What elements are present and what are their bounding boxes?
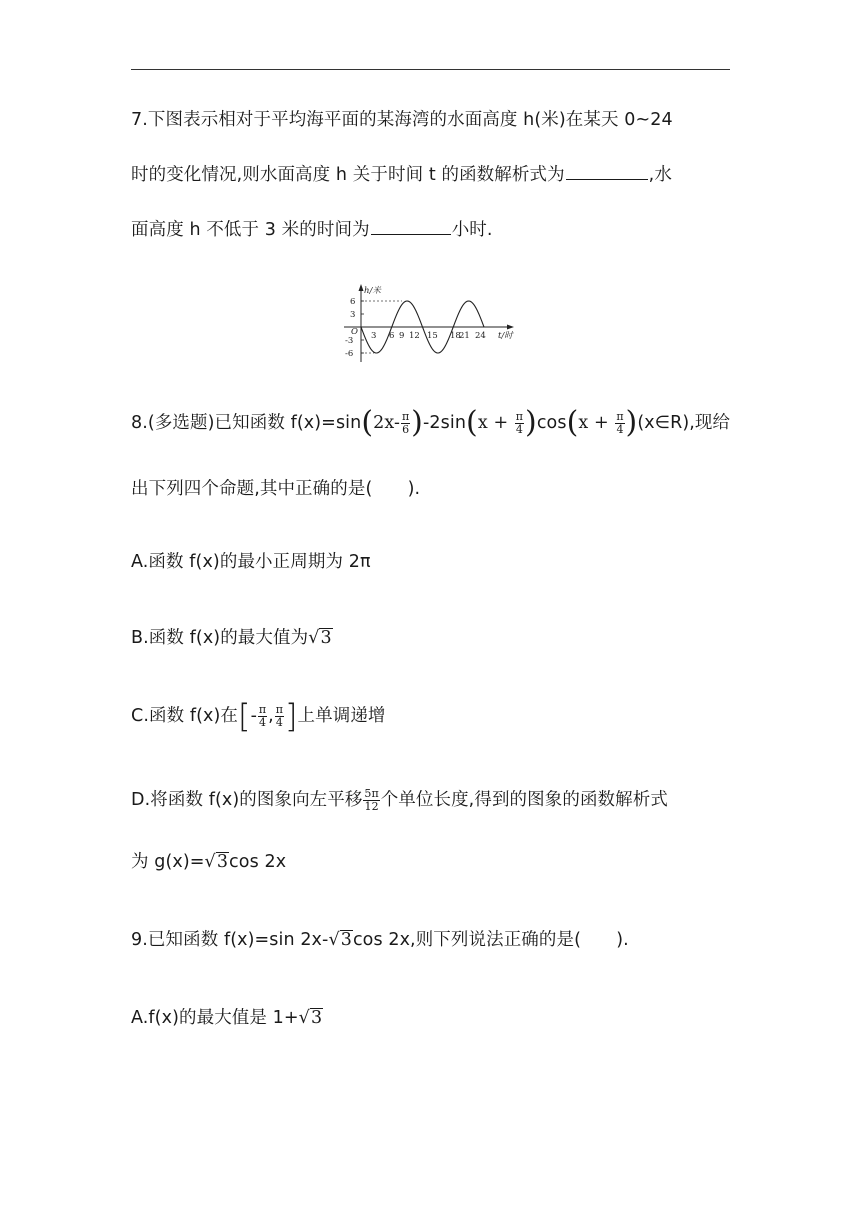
header-rule: [131, 69, 730, 70]
frac-pi-4-a: $\frac{\pi}{4}$: [515, 409, 524, 436]
x-tick-18: 18: [450, 331, 461, 341]
water-height-graph: [340, 282, 520, 364]
sqrt-3: √ 3: [328, 929, 352, 950]
sqrt-3: √ 3: [298, 1007, 323, 1028]
q8-line-1: 8.(多选题)已知函数 f(x)=sin(2x- $\frac{\pi}{6}$ )-2sin(x + $\frac{\pi}{4}$ )cos(x + $\frac{\pi}{4}$ )(x∈R),现给: [131, 405, 731, 440]
q8-line-2: 出下列四个命题,其中正确的是( ).: [131, 479, 421, 499]
frac-neg-pi-4: $\frac{\pi}{4}$: [258, 702, 267, 729]
x-tick-12: 12: [409, 331, 420, 341]
answer-blank-1[interactable]: [566, 178, 648, 180]
q9-line-1: 9.已知函数 f(x)=sin 2x- √ 3 cos 2x,则下列说法正确的是( ).: [131, 929, 629, 950]
q7-line-1: 7.下图表示相对于平均海平面的某海湾的水面高度 h(米)在某天 0~24: [131, 110, 673, 130]
q7-line-3: 面高度 h 不低于 3 米的时间为 小时.: [131, 220, 493, 240]
y-tick-neg3: -3: [345, 336, 354, 346]
y-tick-6: 6: [350, 297, 356, 307]
q8-option-a: A.函数 f(x)的最小正周期为 2π: [131, 552, 371, 572]
q8-option-d-line-2: 为 g(x)= √ 3 cos 2x: [131, 851, 287, 872]
answer-blank-2[interactable]: [371, 233, 451, 235]
y-axis-label: h/米: [364, 286, 381, 296]
x-axis-arrow: [507, 325, 514, 330]
sqrt-3: √ 3: [308, 627, 332, 648]
q7-line-2: 时的变化情况,则水面高度 h 关于时间 t 的函数解析式为 ,水: [131, 165, 672, 185]
x-tick-3: 3: [371, 331, 377, 341]
origin-label: O: [351, 327, 358, 337]
x-tick-15: 15: [427, 331, 438, 341]
x-tick-24: 24: [475, 331, 486, 341]
x-tick-9: 9: [399, 331, 405, 341]
sqrt-3: √ 3: [204, 851, 229, 872]
q9-option-a: A.f(x)的最大值是 1+ √ 3: [131, 1007, 323, 1028]
q8-option-d-line-1: D.将函数 f(x)的图象向左平移 $\frac{5\pi}{12}$ 个单位长度,得到的图象的函数解析式: [131, 786, 668, 813]
q8-option-b: B.函数 f(x)的最大值为 √ 3: [131, 627, 332, 648]
y-tick-neg6: -6: [345, 349, 354, 359]
x-axis-label: t/时: [498, 331, 513, 341]
frac-pi-6: $\frac{\pi}{6}$: [401, 409, 410, 436]
y-axis-arrow: [359, 284, 364, 291]
x-tick-21: 21: [459, 331, 470, 341]
y-tick-3: 3: [350, 310, 356, 320]
frac-5pi-12: $\frac{5\pi}{12}$: [364, 786, 379, 813]
frac-pi-4-c: $\frac{\pi}{4}$: [275, 702, 284, 729]
frac-pi-4-b: $\frac{\pi}{4}$: [616, 409, 624, 436]
q8-option-c: C.函数 f(x)在[- $\frac{\pi}{4}$ , $\frac{\pi}{4}$ ]上单调递增: [131, 697, 386, 735]
x-tick-6: 6: [389, 331, 395, 341]
